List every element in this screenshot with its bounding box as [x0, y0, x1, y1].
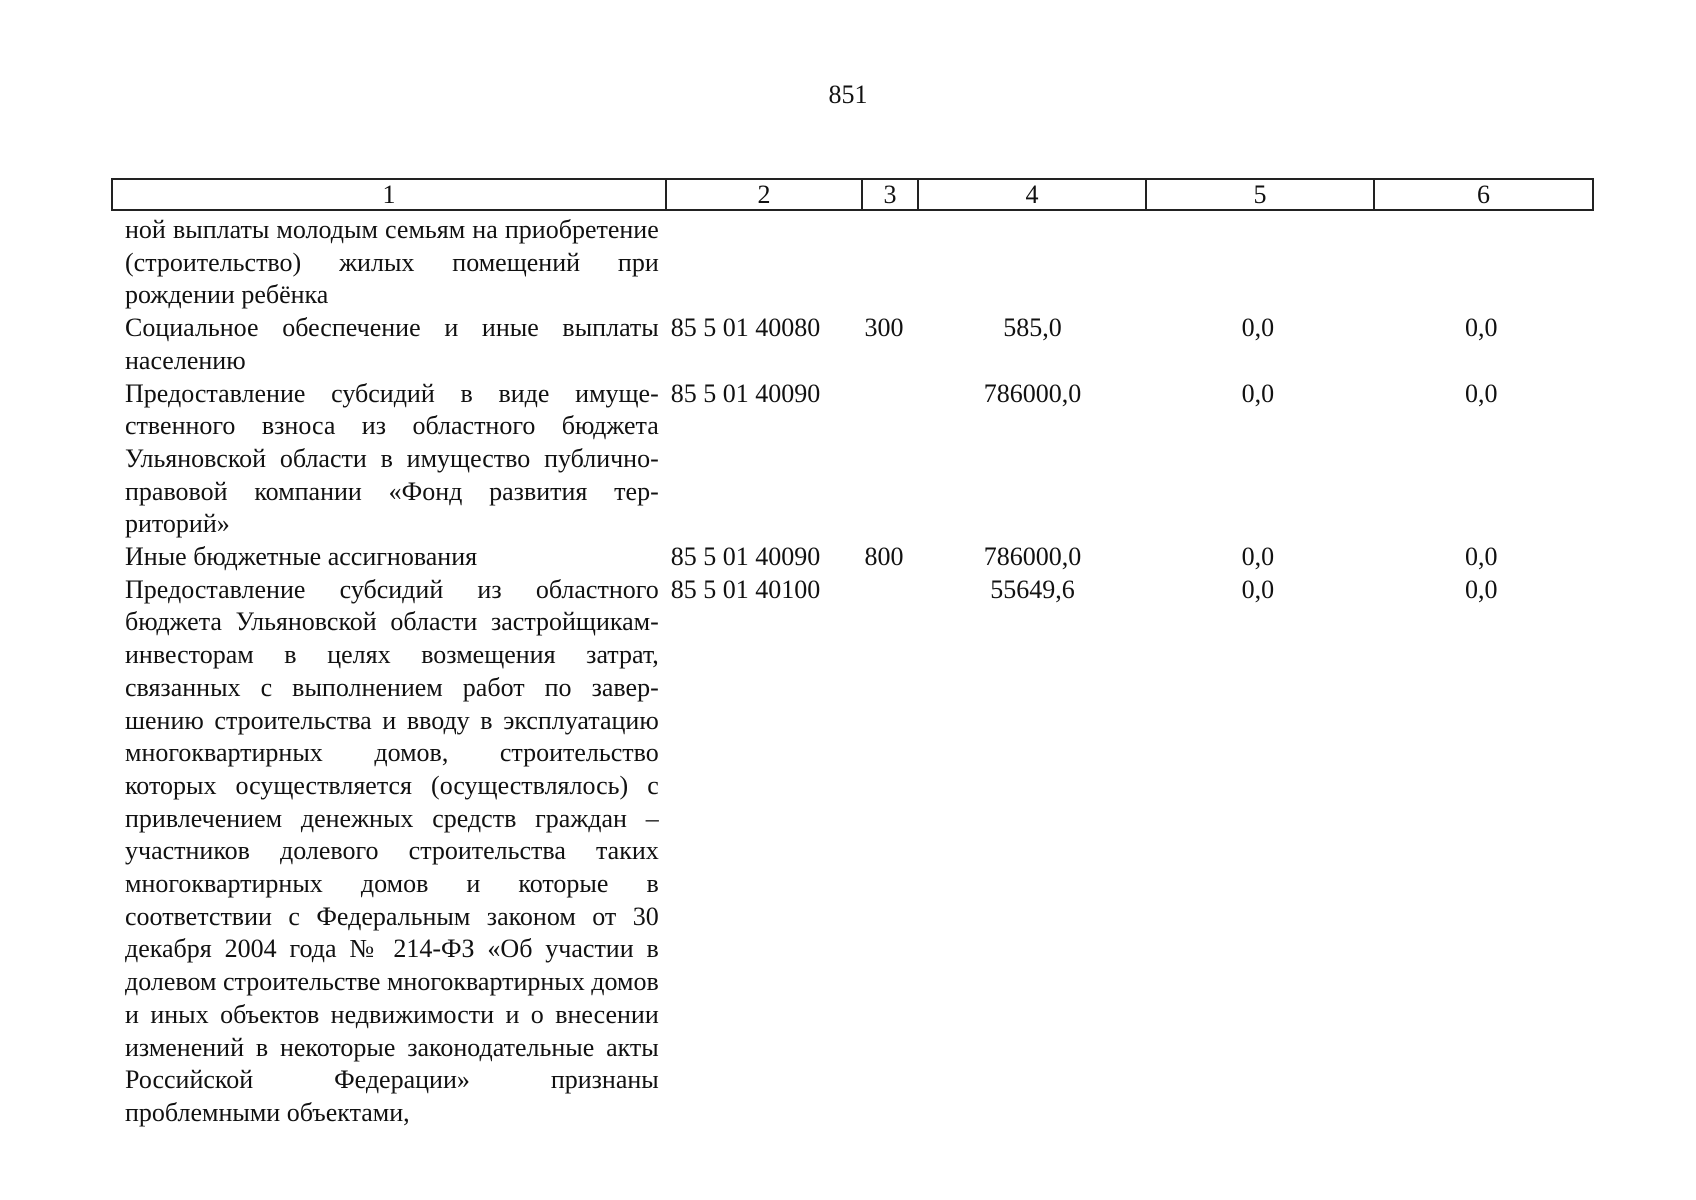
row-description: Предоставление субсидий из областного бюджета Ульяновской области застройщикам-инвесторам в целях возмещения затрат, связанных с выполнением работ по завершению строительства и вводу в эксплуатацию многоквартирных домов, строительство которых осуществляется (осуществлялось) с привлечением денежных средств граждан – участников долевого строительства таких многоквартирных домов и которые в соответствии с Федеральным законом от 30 декабря 2004 года № 214-ФЗ «Об участии в долевом строительстве многоквартирных домов и иных объектов недвижимости и о внесении изменений в некоторые законодательные акты Российской Федерации» признаны проблемными объектами, [125, 574, 659, 1127]
table-row [111, 214, 1592, 312]
column-header-5: 5 [1146, 179, 1374, 210]
row-value-6: 0,0 [1465, 542, 1498, 572]
row-code: 85 5 01 40100 [670, 574, 821, 604]
row-value-4: 585,0 [1003, 313, 1062, 343]
column-header-2: 2 [666, 179, 862, 210]
column-header-6: 6 [1374, 179, 1593, 210]
row-value-4: 55649,6 [990, 574, 1075, 604]
row-type: 800 [864, 542, 904, 572]
column-header-4: 4 [918, 179, 1146, 210]
row-value-4: 786000,0 [983, 542, 1082, 572]
row-code: 85 5 01 40090 [670, 378, 821, 408]
row-value-5: 0,0 [1241, 313, 1275, 343]
column-header-3: 3 [862, 179, 918, 210]
row-value-6: 0,0 [1465, 378, 1498, 408]
row-value-6: 0,0 [1465, 574, 1498, 604]
table-row [111, 541, 1592, 574]
column-header-row [111, 178, 1594, 211]
row-code: 85 5 01 40080 [670, 313, 821, 343]
row-description: Иные бюджетные ассигнования [125, 542, 478, 572]
page-number: 851 [828, 80, 868, 109]
row-value-5: 0,0 [1241, 378, 1275, 408]
table-row [111, 312, 1592, 377]
row-value-4: 786000,0 [983, 378, 1082, 408]
table-row [111, 378, 1592, 542]
table-row [111, 574, 1592, 1130]
row-description: Социальное обеспечение и иные выплаты населению [125, 313, 659, 375]
row-value-6: 0,0 [1465, 313, 1498, 343]
row-value-5: 0,0 [1241, 574, 1275, 604]
table-body [111, 214, 1592, 1130]
column-header-1: 1 [112, 179, 666, 210]
row-description: Предоставление субсидий в виде имущественного взноса из областного бюджета Ульяновской области в имущество публично-правовой компании «Фонд развития территорий» [125, 378, 659, 539]
row-code: 85 5 01 40090 [670, 542, 821, 572]
row-type: 300 [864, 313, 904, 343]
row-value-5: 0,0 [1241, 542, 1275, 572]
row-description: ной выплаты молодым семьям на приобретение (строительство) жилых помещений при рождении ребёнка [125, 215, 659, 310]
